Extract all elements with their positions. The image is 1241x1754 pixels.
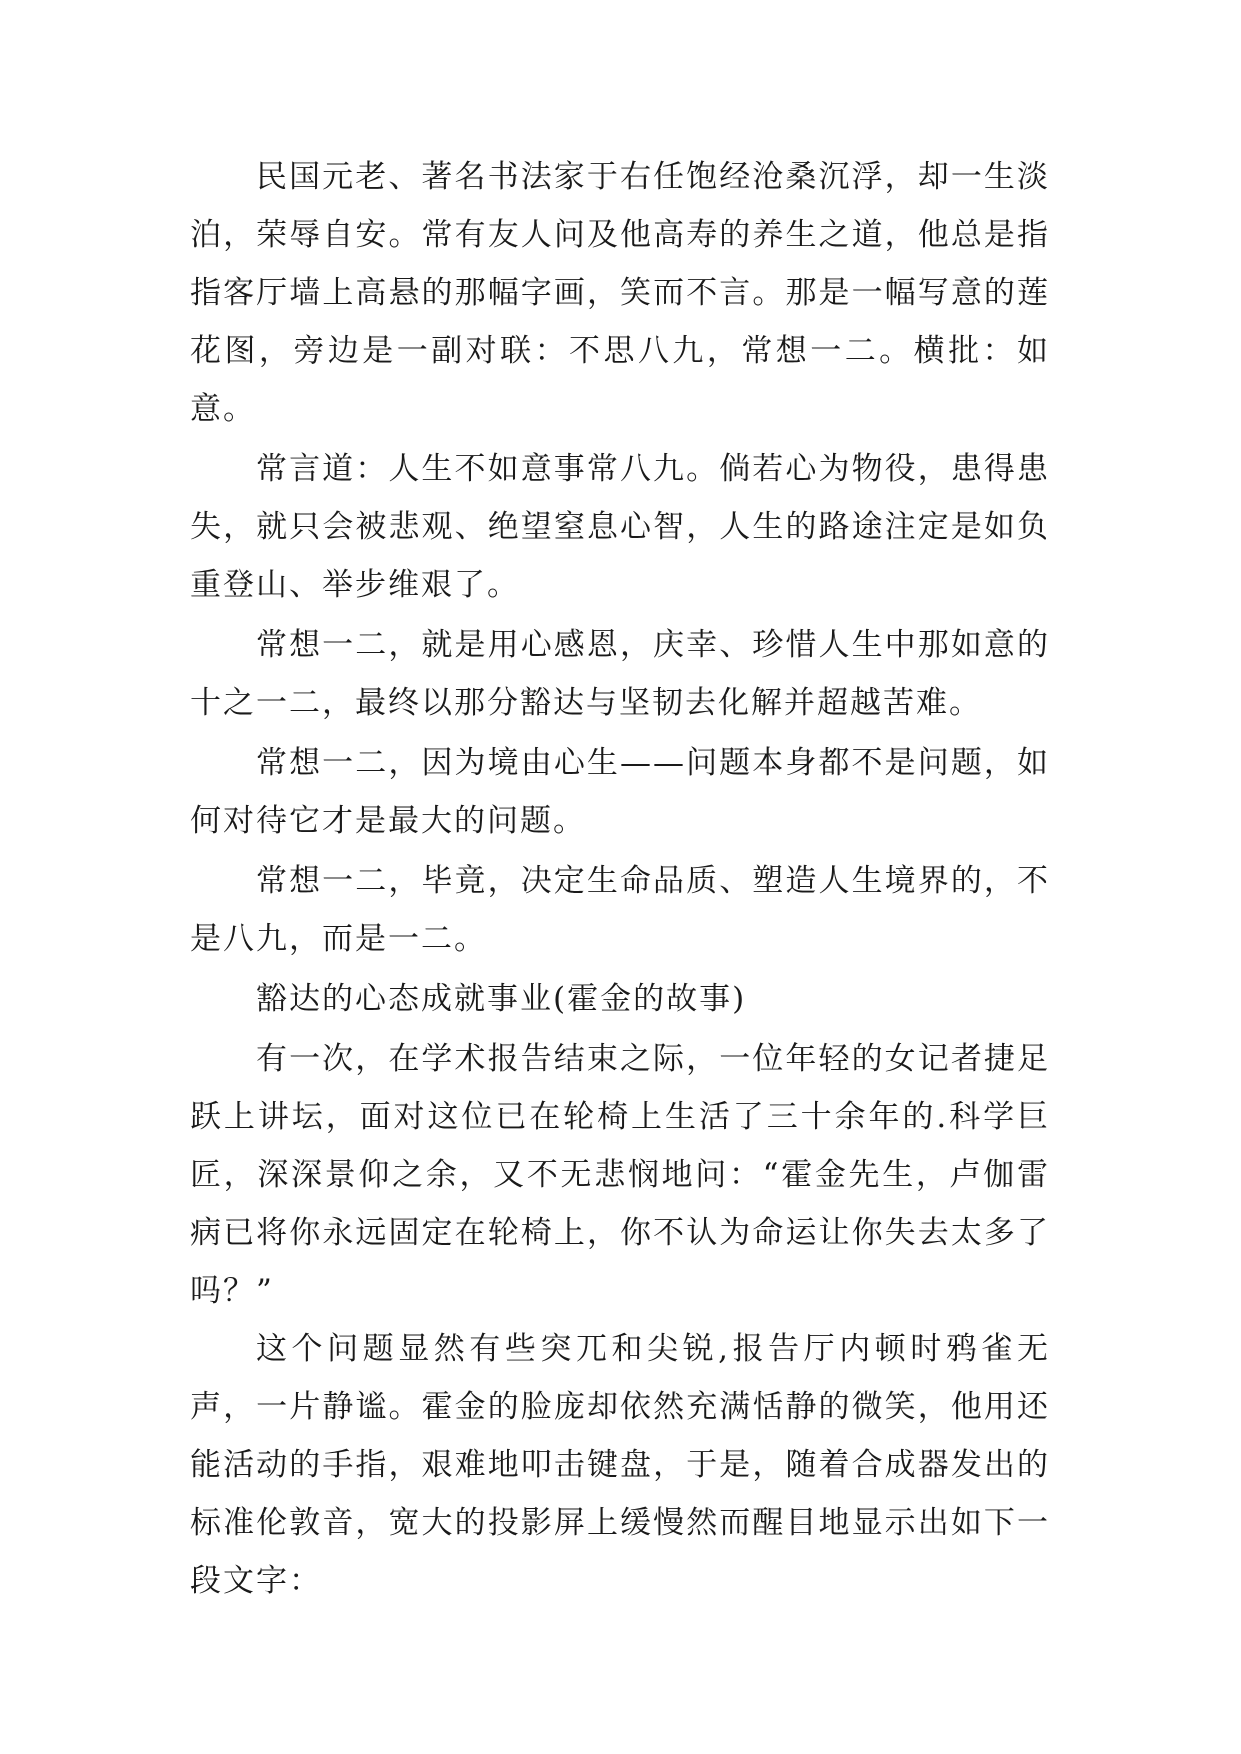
paragraph-8: 这个问题显然有些突兀和尖锐,报告厅内顿时鸦雀无声，一片静谧。霍金的脸庞却依然充满恬静的微笑，他用还能活动的手指，艰难地叩击键盘，于是，随着合成器发出的标准伦敦音，宽大的投影屏上缓慢然而醒目地显示出如下一段文字： [190, 1331, 1050, 1599]
paragraph-2: 常言道：人生不如意事常八九。倘若心为物役，患得患失，就只会被悲观、绝望窒息心智，人生的路途注定是如负重登山、举步维艰了。 [190, 451, 1050, 603]
document-page [190, 148, 1050, 1612]
section-heading: 豁达的心态成就事业(霍金的故事) [256, 981, 747, 1017]
paragraph-4: 常想一二，因为境由心生——问题本身都不是问题，如何对待它才是最大的问题。 [190, 745, 1050, 839]
paragraph-7: 有一次，在学术报告结束之际，一位年轻的女记者捷足跃上讲坛，面对这位已在轮椅上生活了三十余年的.科学巨匠，深深景仰之余，又不无悲悯地问：“霍金先生，卢伽雷病已将你永远固定在轮椅上，你不认为命运让你失去太多了吗？” [190, 1041, 1050, 1309]
paragraph-5: 常想一二，毕竟，决定生命品质、塑造人生境界的，不是八九，而是一二。 [190, 863, 1050, 957]
paragraph-3: 常想一二，就是用心感恩，庆幸、珍惜人生中那如意的十之一二，最终以那分豁达与坚韧去化解并超越苦难。 [190, 627, 1050, 721]
paragraph-1: 民国元老、著名书法家于右任饱经沧桑沉浮，却一生淡泊，荣辱自安。常有友人问及他高寿的养生之道，他总是指指客厅墙上高悬的那幅字画，笑而不言。那是一幅写意的莲花图，旁边是一副对联：不思八九，常想一二。横批：如意。 [190, 159, 1050, 427]
